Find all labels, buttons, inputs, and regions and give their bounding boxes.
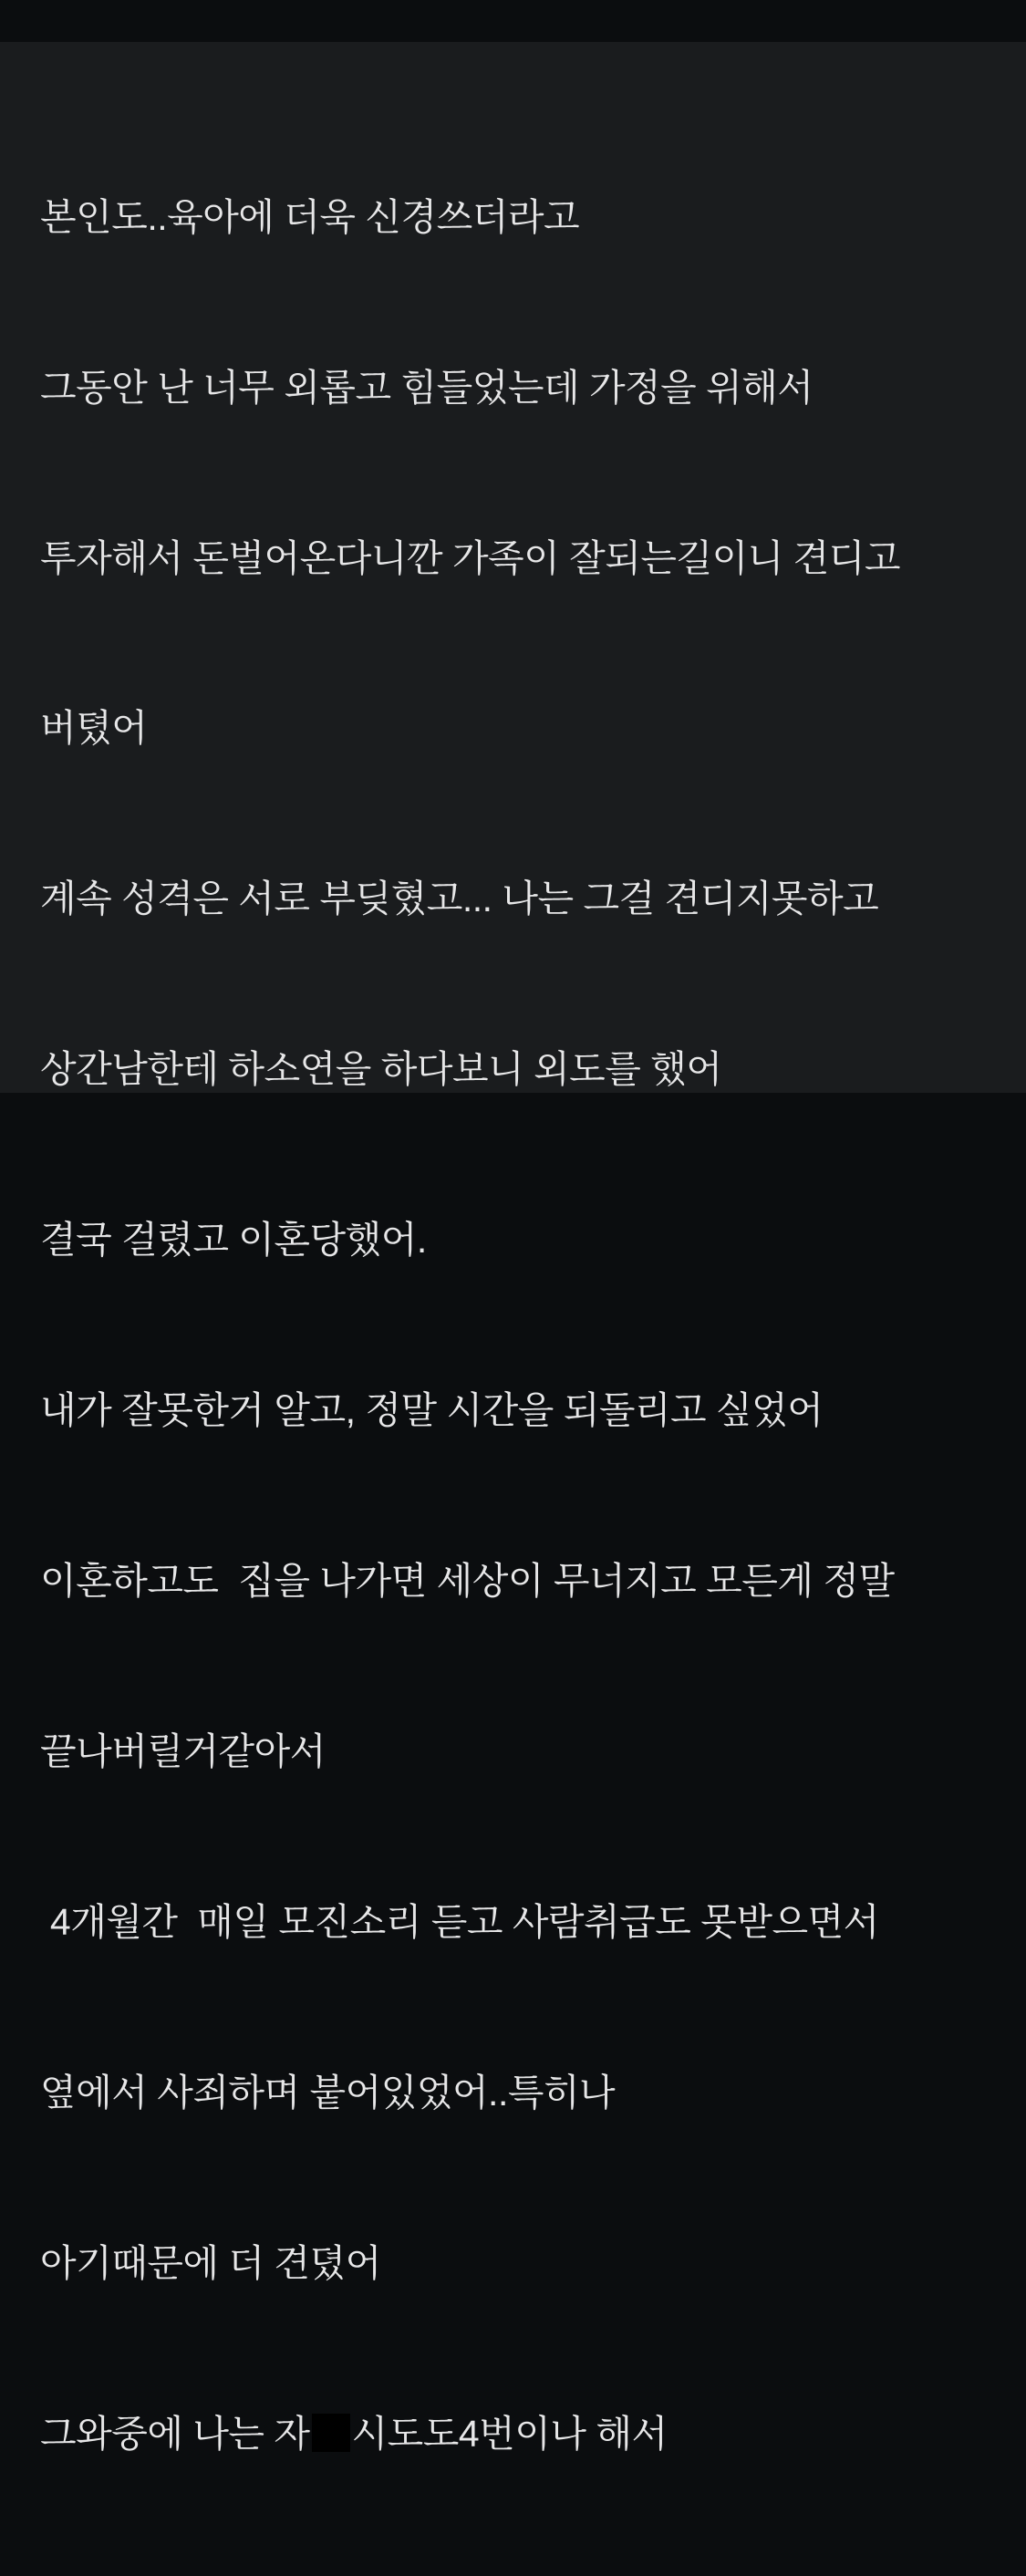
- post-line: 상간남한테 하소연을 하다보니 외도를 했어: [40, 1048, 722, 1091]
- post-line: 계속 성격은 서로 부딪혔고... 나는 그걸 견디지못하고: [40, 878, 879, 920]
- post-line-redacted: [40, 2405, 986, 2462]
- redacted-line-suffix: 시도도4번이나 해서: [351, 2412, 668, 2455]
- post-body: [40, 75, 986, 2576]
- redacted-line-prefix: 그와중에 나는 자: [40, 2412, 310, 2455]
- post-line: 결국 걸렸고 이혼당했어.: [40, 1219, 427, 1262]
- post-line: 4개월간 매일 모진소리 듣고 사람취급도 못받으면서: [40, 1901, 879, 1943]
- post-line: 본인도..육아에 더욱 신경쓰더라고: [40, 195, 580, 238]
- post-line: 내가 잘못한거 알고, 정말 시간을 되돌리고 싶었어: [40, 1389, 824, 1432]
- post-line: 아기때문에 더 견뎠어: [40, 2241, 381, 2284]
- post-line: 그동안 난 너무 외롭고 힘들었는데 가정을 위해서: [40, 366, 814, 409]
- post-line: 옆에서 사죄하며 붙어있었어..특히나: [40, 2071, 616, 2114]
- redaction-block: [312, 2414, 350, 2452]
- post-line: 이혼하고도 집을 나가면 세상이 무너지고 모든게 정말: [40, 1560, 895, 1603]
- bottom-letterbox-bar: [0, 1093, 1026, 1174]
- post-line: 버텼어: [40, 707, 148, 750]
- post-line: 투자해서 돈벌어온다니깐 가족이 잘되는길이니 견디고: [40, 536, 901, 579]
- top-letterbox-bar: [0, 0, 1026, 42]
- post-content-panel: [0, 42, 1026, 2455]
- post-line: 끝나버릴거같아서: [40, 1730, 326, 1773]
